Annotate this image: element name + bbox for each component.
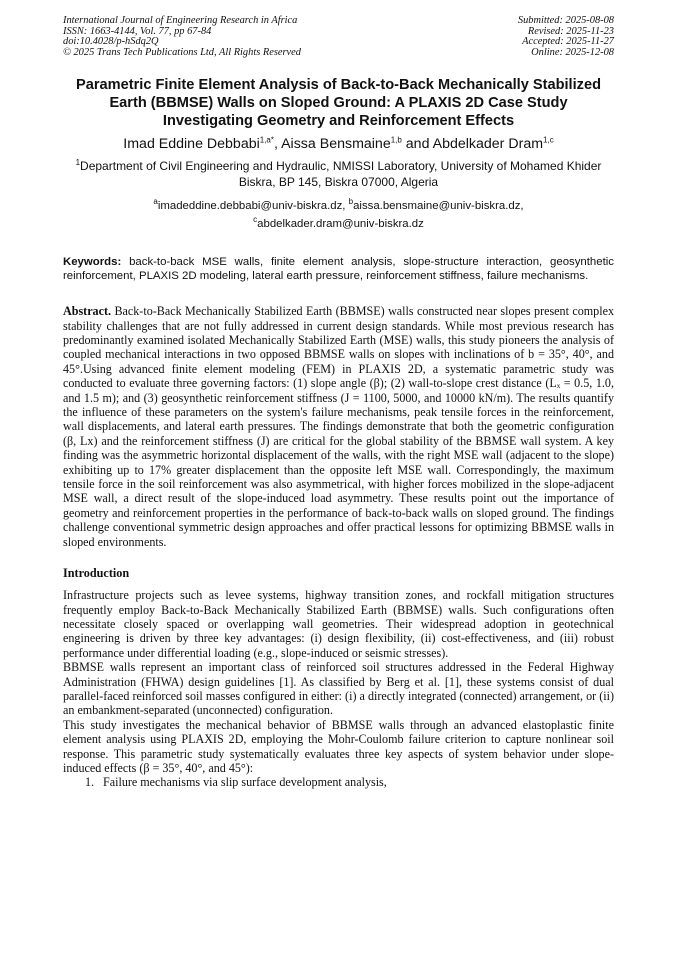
affiliation <box>63 159 614 190</box>
header-left <box>63 16 301 58</box>
keywords-label: Keywords: <box>63 256 122 269</box>
email-separator: , <box>342 200 349 213</box>
author-list <box>63 135 614 153</box>
issn-volume: ISSN: 1663-4144, Vol. 77, pp 67-84 <box>63 25 212 37</box>
author-name: Aissa Bensmaine <box>281 136 391 153</box>
author-name: Imad Eddine Debbabi <box>123 136 260 153</box>
email-mark: b <box>348 197 354 207</box>
author-affil-mark: 1,b <box>390 135 402 145</box>
numbered-list <box>63 775 614 789</box>
affiliation-mark: 1 <box>75 158 81 168</box>
email-mark: c <box>253 215 258 225</box>
abstract <box>63 304 614 549</box>
paragraph: This study investigates the mechanical behavior of BBMSE walls through an advanced elastoplastic finite element analysis using PLAXIS 2D, employing the Mohr-Coulomb failure criterion to capture nonlinear soil response. This parametric study systematically evaluates three key aspects of system behavior under slope-induced effects (β = 35°, 40°, and 45°): <box>63 717 614 775</box>
paper-title: Parametric Finite Element Analysis of Back-to-Back Mechanically Stabilized Earth (BBMSE) Walls on Sloped Ground: A PLAXIS 2D Case Study Investigating Geometry and Reinforcement Effects <box>75 77 601 130</box>
running-header <box>63 16 614 58</box>
author-separator: and <box>401 136 433 153</box>
email-separator: , <box>520 200 524 213</box>
author-separator: , <box>273 136 282 153</box>
keywords-text: back-to-back MSE walls, finite element analysis, slope-structure interaction, geosynthetic reinforcement, PLAXIS 2D modeling, lateral earth pressure, reinforcement stiffness, failure mechanisms. <box>63 256 614 283</box>
abstract-text: Back-to-Back Mechanically Stabilized Earth (BBMSE) walls constructed near slopes present complex stability challenges that are not fully addressed in current design standards. While most previous research has predominantly examined isolated Mechanically Stabilized Earth (MSE) walls, this study pioneers the analysis of coupled mechanical interactions in two opposed BBMSE walls on slopes with inclinations of b = 35°, 40°, and 45°.Using advanced finite element modeling (FEM) in PLAXIS 2D, a systematic parametric study was conducted to evaluate three governing factors: (1) slope angle (β); (2) wall-to-slope crest distance (Lₓ = 0.5, 1.0, and 1.5 m); and (3) geosynthetic reinforcement stiffness (J = 1100, 5000, and 10000 kN/m). The results quantify the influence of these parameters on the system's failure mechanisms, peak tensile forces in the reinforcement, wall displacements, and lateral earth pressures. The findings demonstrate that both the geometric configuration (β, Lx) and the reinforcement stiffness (J) are critical for the global stability of the BBMSE wall system. A key finding was the asymmetric horizontal displacement of the walls, with the right MSE wall (adjacent to the slope) exhibiting up to 17% greater displacement than the opposite left MSE wall. Correspondingly, the maximum tensile force in the soil reinforcement was also asymmetrical, with higher forces mobilized in the slope-adjacent MSE wall, a direct result of the slope-induced load asymmetry. These results point out the importance of geometry and reinforcement properties in the performance of back-to-back walls on sloped ground. The findings challenge conventional symmetric design approaches and offer practical lessons for optimizing BBMSE walls in sloped environments. <box>63 304 614 549</box>
author-affil-mark: 1,a* <box>259 135 274 145</box>
keywords <box>63 255 614 283</box>
date-accepted: Accepted: 2025-11-27 <box>522 36 614 48</box>
list-text: Failure mechanisms via slip surface development analysis, <box>103 775 387 790</box>
date-submitted: Submitted: 2025-08-08 <box>517 15 614 26</box>
email-line <box>63 215 614 233</box>
header-right <box>518 16 614 58</box>
journal-name: International Journal of Engineering Research in Africa <box>63 15 298 26</box>
date-revised: Revised: 2025-11-23 <box>527 25 614 37</box>
author-name: Abdelkader Dram <box>432 136 544 153</box>
email-link[interactable]: abdelkader.dram@univ-biskra.dz <box>257 218 424 231</box>
paragraph: Infrastructure projects such as levee systems, highway transition zones, and rockfall mitigation structures frequently employ Back-to-Back Mechanically Stabilized Earth (BBMSE) walls. Such configurations often necessitate closely spaced or overlapping wall geometries. Their widespread adoption in geotechnical engineering is driven by three key advantages: (i) design flexibility, (ii) cost-effectiveness, and (iii) robust performance under differential loading (e.g., slope-induced or seismic stresses). <box>63 588 614 660</box>
list-number: 1. <box>85 775 95 790</box>
copyright: © 2025 Trans Tech Publications Ltd, All Rights Reserved <box>63 46 301 58</box>
author-affil-mark: 1,c <box>543 135 554 145</box>
email-link[interactable]: imadeddine.debbabi@univ-biskra.dz <box>157 200 343 213</box>
email-list <box>63 197 614 233</box>
email-line <box>63 197 614 215</box>
list-item <box>85 775 614 789</box>
section-heading-introduction: Introduction <box>63 566 130 581</box>
affiliation-text: Department of Civil Engineering and Hydraulic, NMISSI Laboratory, University of Mohamed Khider Biskra, BP 145, Biskra 07000, Algeria <box>80 159 602 189</box>
abstract-label: Abstract. <box>63 304 112 319</box>
paragraph: BBMSE walls represent an important class of reinforced soil structures addressed in the Federal Highway Administration (FHWA) design guidelines [1]. As classified by Berg et al. [1], these systems consist of dual parallel-faced reinforced soil masses configured in either: (i) a directly integrated (connected) arrangement, or (ii) an embankment-separated (unconnected) configuration. <box>63 660 614 718</box>
email-mark: a <box>153 197 158 207</box>
date-online: Online: 2025-12-08 <box>531 46 614 58</box>
email-link[interactable]: aissa.bensmaine@univ-biskra.dz <box>353 200 521 213</box>
doi[interactable]: doi:10.4028/p-hSdq2Q <box>63 36 159 48</box>
